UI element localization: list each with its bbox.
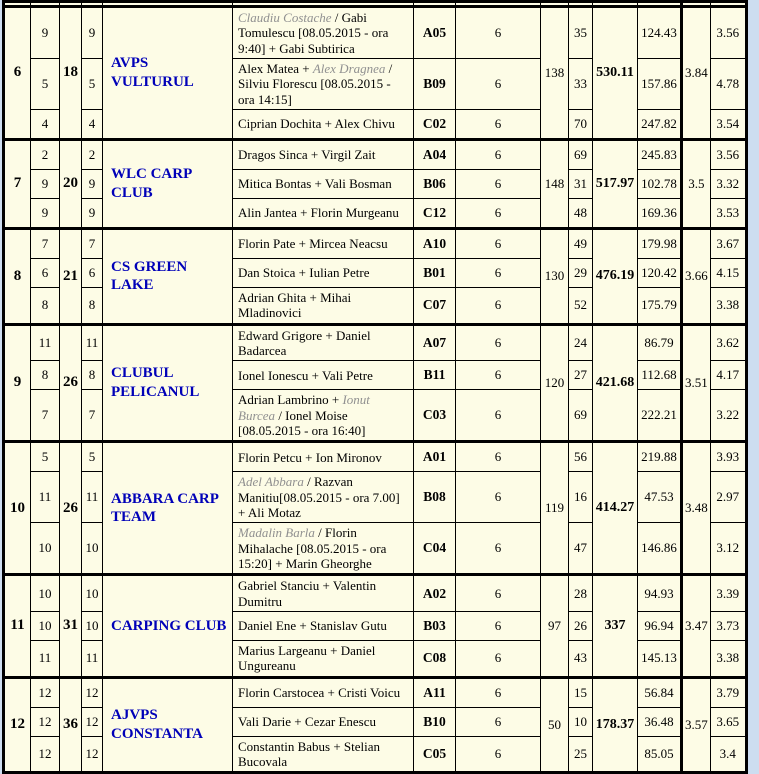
weight-cell: 85.05 bbox=[638, 736, 682, 773]
place-a-cell: 12 bbox=[31, 677, 60, 707]
avg-total-cell: 3.51 bbox=[682, 324, 711, 442]
weight-cell: 245.83 bbox=[638, 139, 682, 169]
hours-cell: 6 bbox=[456, 640, 541, 677]
fish-count-cell: 70 bbox=[569, 109, 593, 139]
place-b-cell: 6 bbox=[82, 258, 103, 287]
pair-cell bbox=[233, 707, 414, 736]
place-b-cell: 10 bbox=[82, 523, 103, 575]
weight-cell: 56.84 bbox=[638, 677, 682, 707]
place-b-cell: 5 bbox=[82, 58, 103, 109]
rank-cell: 6 bbox=[4, 7, 31, 140]
place-a-cell: 8 bbox=[31, 287, 60, 324]
pair-name-text: / Florin Mihalache [08.05.2015 - ora 15:20] + Marin Gheorghe bbox=[238, 525, 387, 571]
place-a-cell: 10 bbox=[31, 523, 60, 575]
fish-count-cell: 24 bbox=[569, 324, 593, 361]
substitute-name: Ionut Burcea bbox=[238, 392, 370, 423]
pair-name-text: Edward Grigore + Daniel Badarcea bbox=[238, 327, 371, 358]
avg-cell: 3.39 bbox=[710, 575, 746, 612]
weight-cell: 112.68 bbox=[638, 361, 682, 390]
fish-total-cell: 97 bbox=[541, 575, 569, 677]
team-name-cell: ABBARA CARP TEAM bbox=[103, 442, 233, 575]
hours-cell: 6 bbox=[456, 228, 541, 258]
avg-total-cell: 3.57 bbox=[682, 677, 711, 773]
pair-cell bbox=[233, 575, 414, 612]
pair-name-text: Adrian Lambrino + bbox=[238, 392, 343, 408]
substitute-name: Madalin Barla bbox=[238, 525, 315, 541]
place-b-cell: 12 bbox=[82, 677, 103, 707]
place-a-cell: 7 bbox=[31, 228, 60, 258]
fish-total-cell: 130 bbox=[541, 228, 569, 324]
pair-cell bbox=[233, 58, 414, 109]
weight-total-cell: 517.97 bbox=[593, 139, 638, 228]
fish-count-cell: 47 bbox=[569, 523, 593, 575]
weight-cell: 124.43 bbox=[638, 7, 682, 59]
weight-cell: 94.93 bbox=[638, 575, 682, 612]
hours-cell: 6 bbox=[456, 677, 541, 707]
sector-code-cell: A02 bbox=[414, 575, 456, 612]
hours-cell: 6 bbox=[456, 169, 541, 198]
fish-count-cell: 33 bbox=[569, 58, 593, 109]
pair-name-text: / Gabi Tomulescu [08.05.2015 - ora 9:40] + Gabi Subtirica bbox=[238, 10, 389, 56]
place-b-cell: 11 bbox=[82, 640, 103, 677]
weight-cell: 145.13 bbox=[638, 640, 682, 677]
place-b-cell: 11 bbox=[82, 472, 103, 523]
weight-total-cell: 414.27 bbox=[593, 442, 638, 575]
fish-count-cell: 15 bbox=[569, 677, 593, 707]
fish-total-cell: 50 bbox=[541, 677, 569, 773]
avg-cell: 3.73 bbox=[710, 611, 746, 640]
hours-cell: 6 bbox=[456, 258, 541, 287]
hours-cell: 6 bbox=[456, 109, 541, 139]
weight-cell: 222.21 bbox=[638, 390, 682, 442]
standings-table bbox=[2, 0, 748, 774]
place-a-cell: 11 bbox=[31, 324, 60, 361]
fish-count-cell: 35 bbox=[569, 7, 593, 59]
sector-code-cell: C12 bbox=[414, 198, 456, 228]
sector-code-cell: A11 bbox=[414, 677, 456, 707]
avg-cell: 3.53 bbox=[710, 198, 746, 228]
weight-total-cell: 337 bbox=[593, 575, 638, 677]
sector-code-cell: A07 bbox=[414, 324, 456, 361]
substitute-name: Adel Abbara bbox=[238, 474, 304, 490]
team-name-cell: AJVPS CONSTANTA bbox=[103, 677, 233, 773]
fish-count-cell: 49 bbox=[569, 228, 593, 258]
weight-total-cell: 476.19 bbox=[593, 228, 638, 324]
place-a-cell: 5 bbox=[31, 442, 60, 472]
pair-name-text: / Ionel Moise [08.05.2015 - ora 16:40] bbox=[238, 407, 366, 438]
hours-cell: 6 bbox=[456, 442, 541, 472]
weight-cell: 102.78 bbox=[638, 169, 682, 198]
place-a-cell: 9 bbox=[31, 169, 60, 198]
hours-cell: 6 bbox=[456, 361, 541, 390]
pair-name-text: Dragos Sinca + Virgil Zait bbox=[238, 147, 376, 163]
place-a-cell: 6 bbox=[31, 258, 60, 287]
points-total-cell: 36 bbox=[60, 677, 82, 773]
avg-cell: 3.56 bbox=[710, 7, 746, 59]
team-name-cell: WLC CARP CLUB bbox=[103, 139, 233, 228]
avg-cell: 4.15 bbox=[710, 258, 746, 287]
hours-cell: 6 bbox=[456, 575, 541, 612]
pair-name-text: Florin Petcu + Ion Mironov bbox=[238, 449, 382, 465]
weight-total-cell: 530.11 bbox=[593, 7, 638, 140]
sector-code-cell: B09 bbox=[414, 58, 456, 109]
team-name-cell: AVPS VULTURUL bbox=[103, 7, 233, 140]
substitute-name: Alex Dragnea bbox=[312, 60, 386, 76]
hours-cell: 6 bbox=[456, 324, 541, 361]
pair-name-text: Alex Matea + bbox=[238, 60, 313, 76]
place-a-cell: 12 bbox=[31, 707, 60, 736]
place-a-cell: 11 bbox=[31, 472, 60, 523]
place-b-cell: 8 bbox=[82, 287, 103, 324]
sector-code-cell: C04 bbox=[414, 523, 456, 575]
hours-cell: 6 bbox=[456, 198, 541, 228]
rank-cell: 9 bbox=[4, 324, 31, 442]
fish-count-cell: 31 bbox=[569, 169, 593, 198]
pair-name-text: Vali Darie + Cezar Enescu bbox=[238, 713, 376, 729]
fish-count-cell: 25 bbox=[569, 736, 593, 773]
fish-count-cell: 27 bbox=[569, 361, 593, 390]
avg-total-cell: 3.47 bbox=[682, 575, 711, 677]
pair-cell bbox=[233, 109, 414, 139]
avg-cell: 3.79 bbox=[710, 677, 746, 707]
team-name-cell: CS GREEN LAKE bbox=[103, 228, 233, 324]
sector-code-cell: A05 bbox=[414, 7, 456, 59]
points-total-cell: 18 bbox=[60, 7, 82, 140]
pair-cell bbox=[233, 472, 414, 523]
rank-cell: 10 bbox=[4, 442, 31, 575]
place-a-cell: 5 bbox=[31, 58, 60, 109]
avg-total-cell: 3.66 bbox=[682, 228, 711, 324]
weight-cell: 175.79 bbox=[638, 287, 682, 324]
place-a-cell: 9 bbox=[31, 7, 60, 59]
sector-code-cell: A10 bbox=[414, 228, 456, 258]
pair-cell bbox=[233, 198, 414, 228]
place-b-cell: 4 bbox=[82, 109, 103, 139]
place-b-cell: 9 bbox=[82, 169, 103, 198]
weight-cell: 120.42 bbox=[638, 258, 682, 287]
pair-cell bbox=[233, 736, 414, 773]
pair-name-text: Alin Jantea + Florin Murgeanu bbox=[238, 205, 399, 221]
pair-name-text: Ciprian Dochita + Alex Chivu bbox=[238, 116, 395, 132]
weight-cell: 86.79 bbox=[638, 324, 682, 361]
avg-cell: 3.38 bbox=[710, 287, 746, 324]
pair-cell bbox=[233, 611, 414, 640]
fish-count-cell: 56 bbox=[569, 442, 593, 472]
avg-cell: 3.67 bbox=[710, 228, 746, 258]
hours-cell: 6 bbox=[456, 736, 541, 773]
avg-total-cell: 3.48 bbox=[682, 442, 711, 575]
place-b-cell: 9 bbox=[82, 198, 103, 228]
pair-cell bbox=[233, 169, 414, 198]
place-b-cell: 7 bbox=[82, 228, 103, 258]
pair-cell bbox=[233, 258, 414, 287]
hours-cell: 6 bbox=[456, 58, 541, 109]
pair-cell bbox=[233, 228, 414, 258]
avg-cell: 3.32 bbox=[710, 169, 746, 198]
pair-cell bbox=[233, 390, 414, 442]
hours-cell: 6 bbox=[456, 287, 541, 324]
fish-count-cell: 43 bbox=[569, 640, 593, 677]
weight-cell: 169.36 bbox=[638, 198, 682, 228]
place-a-cell: 7 bbox=[31, 390, 60, 442]
avg-cell: 3.56 bbox=[710, 139, 746, 169]
pair-name-text: Constantin Babus + Stelian Bucovala bbox=[238, 738, 381, 769]
fish-count-cell: 10 bbox=[569, 707, 593, 736]
points-total-cell: 21 bbox=[60, 228, 82, 324]
sector-code-cell: A01 bbox=[414, 442, 456, 472]
weight-cell: 157.86 bbox=[638, 58, 682, 109]
rank-cell: 12 bbox=[4, 677, 31, 773]
weight-cell: 247.82 bbox=[638, 109, 682, 139]
pair-name-text: Florin Pate + Mircea Neacsu bbox=[238, 236, 388, 252]
avg-cell: 2.97 bbox=[710, 472, 746, 523]
avg-cell: 3.93 bbox=[710, 442, 746, 472]
pair-name-text: Gabriel Stanciu + Valentin Dumitru bbox=[238, 578, 377, 609]
pair-name-text: Florin Carstocea + Cristi Voicu bbox=[238, 684, 401, 700]
pair-cell bbox=[233, 523, 414, 575]
weight-cell: 96.94 bbox=[638, 611, 682, 640]
place-b-cell: 5 bbox=[82, 442, 103, 472]
pair-name-text: Dan Stoica + Iulian Petre bbox=[238, 265, 370, 281]
avg-cell: 3.65 bbox=[710, 707, 746, 736]
avg-cell: 3.12 bbox=[710, 523, 746, 575]
pair-name-text: Mitica Bontas + Vali Bosman bbox=[238, 176, 392, 192]
weight-cell: 219.88 bbox=[638, 442, 682, 472]
sector-code-cell: C08 bbox=[414, 640, 456, 677]
pair-name-text: Adrian Ghita + Mihai Mladinovici bbox=[238, 289, 352, 321]
sector-code-cell: B08 bbox=[414, 472, 456, 523]
sector-code-cell: B01 bbox=[414, 258, 456, 287]
pair-cell bbox=[233, 442, 414, 472]
pair-cell bbox=[233, 677, 414, 707]
points-total-cell: 26 bbox=[60, 324, 82, 442]
sector-code-cell: B06 bbox=[414, 169, 456, 198]
sector-code-cell: C03 bbox=[414, 390, 456, 442]
pair-cell bbox=[233, 287, 414, 324]
avg-total-cell: 3.84 bbox=[682, 7, 711, 140]
sector-code-cell: C07 bbox=[414, 287, 456, 324]
sector-code-cell: A04 bbox=[414, 139, 456, 169]
pair-cell bbox=[233, 324, 414, 361]
avg-cell: 4.78 bbox=[710, 58, 746, 109]
avg-total-cell: 3.5 bbox=[682, 139, 711, 228]
place-a-cell: 4 bbox=[31, 109, 60, 139]
sector-code-cell: B10 bbox=[414, 707, 456, 736]
avg-cell: 3.22 bbox=[710, 390, 746, 442]
pair-cell bbox=[233, 640, 414, 677]
team-name-cell: CARPING CLUB bbox=[103, 575, 233, 677]
pair-cell bbox=[233, 139, 414, 169]
fish-total-cell: 148 bbox=[541, 139, 569, 228]
place-b-cell: 10 bbox=[82, 575, 103, 612]
place-b-cell: 10 bbox=[82, 611, 103, 640]
avg-cell: 3.62 bbox=[710, 324, 746, 361]
pair-name-text: Ionel Ionescu + Vali Petre bbox=[238, 367, 373, 383]
fish-count-cell: 28 bbox=[569, 575, 593, 612]
place-a-cell: 10 bbox=[31, 611, 60, 640]
fish-count-cell: 69 bbox=[569, 139, 593, 169]
fish-total-cell: 138 bbox=[541, 7, 569, 140]
weight-cell: 146.86 bbox=[638, 523, 682, 575]
hours-cell: 6 bbox=[456, 139, 541, 169]
place-a-cell: 9 bbox=[31, 198, 60, 228]
rank-cell: 7 bbox=[4, 139, 31, 228]
fish-count-cell: 69 bbox=[569, 390, 593, 442]
place-b-cell: 11 bbox=[82, 324, 103, 361]
pair-cell bbox=[233, 361, 414, 390]
fish-count-cell: 29 bbox=[569, 258, 593, 287]
place-a-cell: 10 bbox=[31, 575, 60, 612]
rank-cell: 8 bbox=[4, 228, 31, 324]
weight-cell: 36.48 bbox=[638, 707, 682, 736]
fish-count-cell: 16 bbox=[569, 472, 593, 523]
rank-cell: 11 bbox=[4, 575, 31, 677]
fish-total-cell: 120 bbox=[541, 324, 569, 442]
hours-cell: 6 bbox=[456, 390, 541, 442]
sector-code-cell: C02 bbox=[414, 109, 456, 139]
sector-code-cell: B03 bbox=[414, 611, 456, 640]
weight-cell: 47.53 bbox=[638, 472, 682, 523]
hours-cell: 6 bbox=[456, 7, 541, 59]
place-a-cell: 12 bbox=[31, 736, 60, 773]
hours-cell: 6 bbox=[456, 707, 541, 736]
fish-count-cell: 52 bbox=[569, 287, 593, 324]
fish-count-cell: 48 bbox=[569, 198, 593, 228]
pair-cell bbox=[233, 7, 414, 59]
place-b-cell: 12 bbox=[82, 707, 103, 736]
place-b-cell: 8 bbox=[82, 361, 103, 390]
weight-total-cell: 178.37 bbox=[593, 677, 638, 773]
fish-total-cell: 119 bbox=[541, 442, 569, 575]
pair-name-text: / Silviu Florescu [08.05.2015 - ora 14:15] bbox=[238, 60, 393, 107]
sector-code-cell: C05 bbox=[414, 736, 456, 773]
pair-name-text: Daniel Ene + Stanislav Gutu bbox=[238, 618, 387, 634]
weight-cell: 179.98 bbox=[638, 228, 682, 258]
avg-cell: 3.38 bbox=[710, 640, 746, 677]
points-total-cell: 26 bbox=[60, 442, 82, 575]
place-a-cell: 11 bbox=[31, 640, 60, 677]
place-a-cell: 8 bbox=[31, 361, 60, 390]
substitute-name: Claudiu Costache bbox=[238, 10, 332, 25]
place-a-cell: 2 bbox=[31, 139, 60, 169]
avg-cell: 3.4 bbox=[710, 736, 746, 773]
points-total-cell: 31 bbox=[60, 575, 82, 677]
avg-cell: 3.54 bbox=[710, 109, 746, 139]
hours-cell: 6 bbox=[456, 611, 541, 640]
standings-body bbox=[4, 2, 747, 773]
pair-name-text: / Razvan Manitiu[08.05.2015 - ora 7.00] + Ali Motaz bbox=[238, 474, 400, 520]
points-total-cell: 20 bbox=[60, 139, 82, 228]
place-b-cell: 7 bbox=[82, 390, 103, 442]
hours-cell: 6 bbox=[456, 523, 541, 575]
sector-code-cell: B11 bbox=[414, 361, 456, 390]
place-b-cell: 9 bbox=[82, 7, 103, 59]
pair-name-text: Marius Largeanu + Daniel Ungureanu bbox=[238, 642, 376, 674]
hours-cell: 6 bbox=[456, 472, 541, 523]
avg-cell: 4.17 bbox=[710, 361, 746, 390]
team-name-cell: CLUBUL PELICANUL bbox=[103, 324, 233, 442]
weight-total-cell: 421.68 bbox=[593, 324, 638, 442]
place-b-cell: 2 bbox=[82, 139, 103, 169]
fish-count-cell: 26 bbox=[569, 611, 593, 640]
place-b-cell: 12 bbox=[82, 736, 103, 773]
